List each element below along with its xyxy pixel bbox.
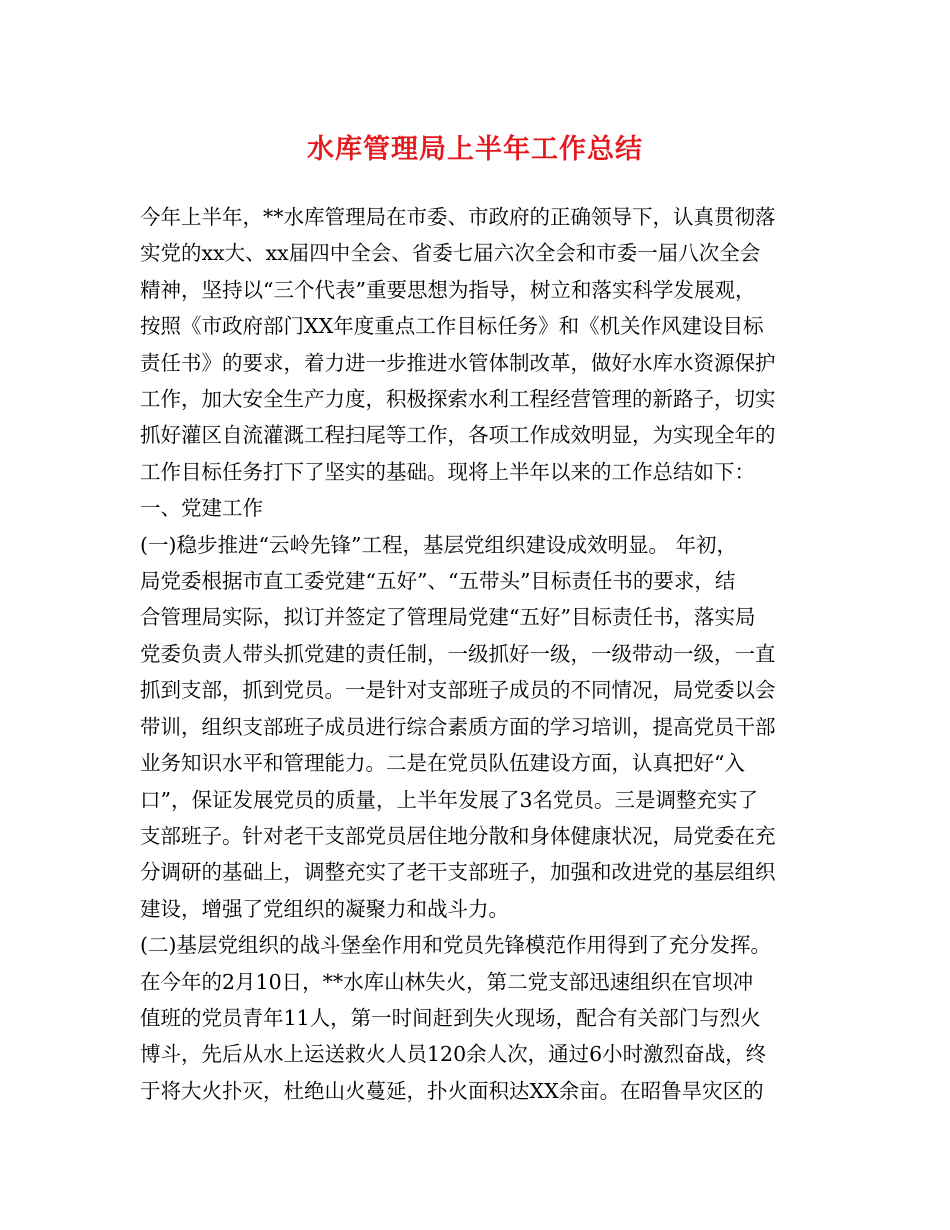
- body-line: 合管理局实际，拟订并签定了管理局党建“五好”目标责任书，落实局: [140, 605, 756, 630]
- body-line: 于将大火扑灭，杜绝山火蔓延，扑火面积达XX余亩。在昭鲁旱灾区的: [140, 1078, 764, 1103]
- body-line: 博斗，先后从水上运送救火人员120余人次，通过6小时激烈奋战，终: [140, 1042, 767, 1067]
- body-line: 精神，坚持以“三个代表”重要思想为指导，树立和落实科学发展观，: [140, 277, 756, 302]
- body-line: (二)基层党组织的战斗堡垒作用和党员先锋模范作用得到了充分发挥。: [140, 933, 771, 958]
- body-line: 党委负责人带头抓党建的责任制，一级抓好一级，一级带动一级，一直: [140, 641, 776, 666]
- body-line: 支部班子。针对老干支部党员居住地分散和身体健康状况，局党委在充: [140, 823, 776, 848]
- body-line: 工作，加大安全生产力度，积极探索水利工程经营管理的新路子，切实: [140, 387, 776, 412]
- body-line: 实党的xx大、xx届四中全会、省委七届六次全会和市委一届八次全会: [140, 241, 761, 266]
- section-heading: 一、党建工作: [140, 496, 263, 521]
- body-line: 口”，保证发展党员的质量，上半年发展了3名党员。三是调整充实了: [140, 787, 759, 812]
- body-line: 带训，组织支部班子成员进行综合素质方面的学习培训，提高党员干部: [140, 714, 776, 739]
- body-line: 建设，增强了党组织的凝聚力和战斗力。: [140, 896, 509, 921]
- body-line: 在今年的2月10日，**水库山林失火，第二党支部迅速组织在官坝冲: [140, 969, 754, 994]
- body-line: 分调研的基础上，调整充实了老干支部班子，加强和改进党的基层组织: [140, 860, 776, 885]
- body-line: (一)稳步推进“云岭先锋”工程，基层党组织建设成效明显。 年初，: [140, 532, 737, 557]
- body-line: 局党委根据市直工委党建“五好”、“五带头”目标责任书的要求，结: [140, 569, 736, 594]
- body-line: 工作目标任务打下了坚实的基础。现将上半年以来的工作总结如下：: [140, 459, 755, 484]
- body-line: 抓到支部，抓到党员。一是针对支部班子成员的不同情况，局党委以会: [140, 678, 776, 703]
- document-title: 水库管理局上半年工作总结: [307, 134, 643, 165]
- body-line: 今年上半年，**水库管理局在市委、市政府的正确领导下，认真贯彻落: [140, 205, 776, 229]
- body-line: 抓好灌区自流灌溉工程扫尾等工作，各项工作成效明显，为实现全年的: [140, 423, 776, 448]
- body-line: 按照《市政府部门XX年度重点工作目标任务》和《机关作风建设目标: [140, 314, 764, 339]
- document-body: [140, 199, 824, 1109]
- body-line: 值班的党员青年11人，第一时间赶到失火现场，配合有关部门与烈火: [140, 1005, 761, 1030]
- body-line: 责任书》的要求，着力进一步推进水管体制改革，做好水库水资源保护: [140, 350, 776, 375]
- body-line: 业务知识水平和管理能力。二是在党员队伍建设方面，认真把好“入: [140, 751, 745, 776]
